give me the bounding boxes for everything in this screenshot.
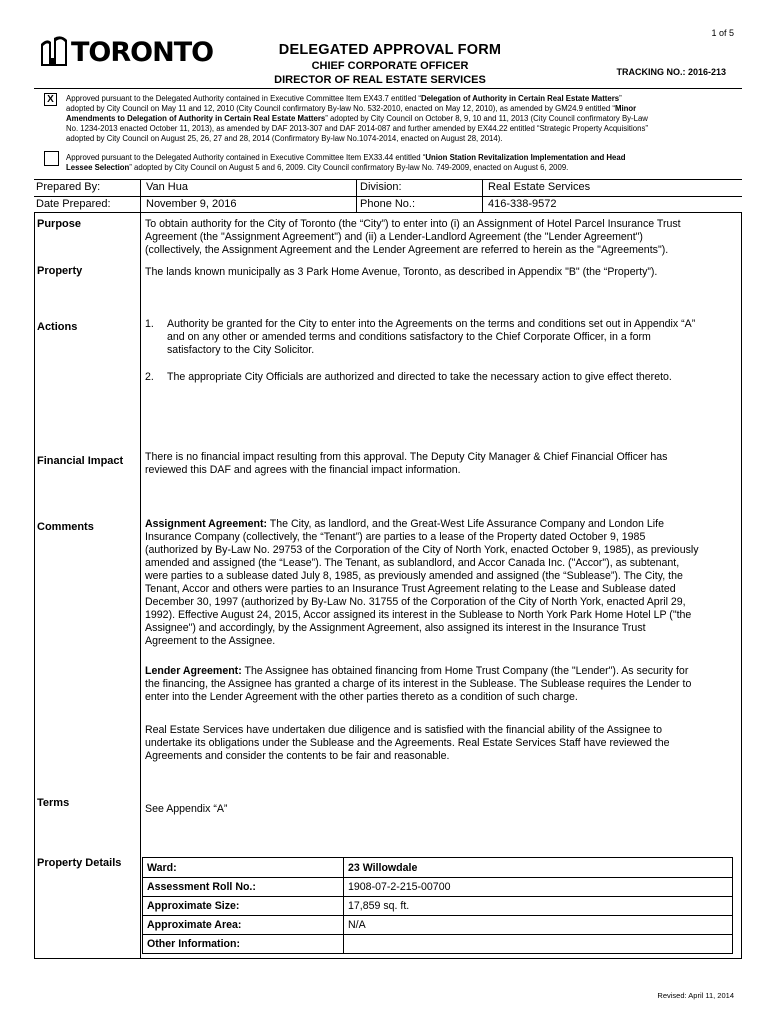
table-row — [143, 916, 733, 935]
table-row — [143, 897, 733, 916]
form-title: DELEGATED APPROVAL FORM — [278, 42, 502, 58]
table-row — [143, 878, 733, 897]
page-number: 1 of 5 — [711, 28, 734, 38]
comments-assignment: Assignment Agreement: The City, as landlord, and the Great-West Life Assurance Company and London Life Insurance Company (collectively, the “Tenant”) are parties to a lease of the Property dated October 9, 1985 (authorized by By-Law No. 29753 of the Corporation of the City of North York, enacted October 9, 1985), as previously amended and assigned (the “Lease”). The Tenant, as sublandlord, and Accor Canada Inc. ("Accor"), as subtenant, were parties to a sublease dated July 8, 1985, as previously amended and assigned (the “Sublease”). The City, the Tenant, Accor and others were parties to an Insurance Trust Agreement relating to the Lease and Sublease dated December 30, 1997 (authorized by By-Law No. 31755 of the Corporation of the City of North York, enacted April 29, 1992). Effective August 24, 2015, Accor assigned its interest in the Sublease to North York Park Home Hotel LP ("the Assignee") and accordingly, by the Assignment Agreement, also assigned its interest in the Insurance Trust Agreement to the Assignee. — [145, 518, 699, 647]
comments-due-diligence: Real Estate Services have undertaken due diligence and is satisfied with the financial ability of the Assignee to undertake its obligations under the Sublease and the Agreements. Real Estate Services Staff have reviewed the Agreements and consider the contents to be fair and reasonable. — [145, 724, 670, 762]
prepared-by-value: Van Hua — [146, 181, 188, 193]
revised-date: Revised: April 11, 2014 — [657, 991, 734, 1000]
divider — [140, 212, 141, 958]
table-row — [143, 935, 733, 954]
table-cell-value: 17,859 sq. ft. — [344, 897, 733, 916]
divider — [34, 88, 742, 89]
table-cell-value — [344, 935, 733, 954]
purpose-text: To obtain authority for the City of Toronto (the “City”) to enter into (i) an Assignment of Hotel Parcel Insurance Trust Agreement (the "Assignment Agreement") and (ii) a Lender-Landlord Agreement (the "Lender Agreement") (collectively, the Assignment Agreement and the Lender Agreement are referred to herein as the "Agreements"). — [145, 218, 681, 256]
city-hall-logo-icon — [40, 36, 68, 66]
terms-text: See Appendix “A” — [145, 803, 228, 815]
property-details-table — [142, 857, 733, 954]
division-value: Real Estate Services — [488, 181, 591, 193]
action-1-number: 1. — [145, 318, 154, 330]
property-text: The lands known municipally as 3 Park Home Avenue, Toronto, as described in Appendix "B" (the “Property”). — [145, 266, 658, 278]
tracking-number: TRACKING NO.: 2016-213 — [616, 67, 726, 77]
divider — [741, 212, 742, 958]
comments-label: Comments — [37, 521, 94, 533]
authority-text-1: Approved pursuant to the Delegated Authority contained in Executive Committee Item EX43.7 entitled “Delegation of Authority in Certain Real Estate Matters” adopted by City Council on May 11 and 12, 2010 (City Council confirmatory By-law No. 532-2010, enacted on May 12, 2010), as amended by GM24.9 entitled “Minor Amendments to Delegation of Authority in Certain Real Estate Matters” adopted by City Council on October 8, 9, 10 and 11, 2013 (City Council confirmatory By-Law No. 1234-2013 enacted October 11, 2013), as amended by DAF 2013-307 and DAF 2014-087 and further amended by EX44.22 entitled “Strategic Property Acquisitions” adopted by City Council on August 25, 26, 27 and 28, 2014 (Confirmatory By-law No.1074-2014, enacted on August 28, 2014). — [66, 94, 648, 143]
comments-lender: Lender Agreement: The Assignee has obtained financing from Home Trust Company (the "Lender"). As security for the financing, the Assignee has granted a charge of its interest in the Sublease. The Sublease requires the Lender to enter into the Lender Agreement with the other parties thereto as a condition of such charge. — [145, 665, 692, 703]
table-cell-label: Ward: — [143, 858, 344, 878]
financial-impact-text: There is no financial impact resulting from this approval. The Deputy City Manager & Chief Financial Officer has reviewed this DAF and agrees with the financial impact information. — [145, 451, 668, 476]
divider — [34, 212, 35, 958]
table-row — [143, 858, 733, 878]
phone-label: Phone No.: — [360, 198, 416, 210]
table-cell-label: Other Information: — [143, 935, 344, 954]
form-subtitle-1: CHIEF CORPORATE OFFICER — [311, 60, 469, 72]
action-2-number: 2. — [145, 371, 154, 383]
action-1-text: Authority be granted for the City to enter into the Agreements on the terms and conditions set out in Appendix “A” and on any other or amended terms and conditions satisfactory to the Chief Corporate Officer, in a form satisfactory to the City Solicitor. — [167, 318, 696, 356]
prepared-by-label: Prepared By: — [36, 181, 101, 193]
form-subtitle-2: DIRECTOR OF REAL ESTATE SERVICES — [274, 74, 486, 86]
phone-value: 416-338-9572 — [488, 198, 557, 210]
terms-label: Terms — [37, 797, 70, 809]
date-prepared-value: November 9, 2016 — [146, 198, 237, 210]
divider — [356, 179, 357, 212]
divider — [140, 179, 141, 212]
divider — [482, 179, 483, 212]
authority-checkbox-2[interactable] — [44, 151, 59, 166]
logo-text: TORONTO — [71, 37, 214, 68]
property-label: Property — [37, 265, 83, 277]
purpose-label: Purpose — [37, 218, 82, 230]
divider — [34, 958, 742, 959]
table-cell-label: Assessment Roll No.: — [143, 878, 344, 897]
table-cell-value: 23 Willowdale — [344, 858, 733, 878]
division-label: Division: — [360, 181, 402, 193]
action-2-text: The appropriate City Officials are authorized and directed to take the necessary action to give effect thereto. — [167, 371, 672, 383]
actions-label: Actions — [37, 321, 78, 333]
date-prepared-label: Date Prepared: — [36, 198, 111, 210]
table-cell-value: N/A — [344, 916, 733, 935]
table-cell-value: 1908-07-2-215-00700 — [344, 878, 733, 897]
property-details-label: Property Details — [37, 857, 122, 869]
table-cell-label: Approximate Size: — [143, 897, 344, 916]
table-cell-label: Approximate Area: — [143, 916, 344, 935]
authority-checkbox-1[interactable]: X — [44, 93, 57, 106]
financial-impact-label: Financial Impact — [37, 455, 124, 467]
authority-text-2: Approved pursuant to the Delegated Authority contained in Executive Committee Item EX33.44 entitled “Union Station Revitalization Implementation and Head Lessee Selection” adopted by City Council on August 5 and 6, 2009. City Council confirmatory By-law No. 749-2009, enacted on August 6, 2009. — [66, 153, 626, 172]
toronto-logo — [40, 32, 213, 66]
